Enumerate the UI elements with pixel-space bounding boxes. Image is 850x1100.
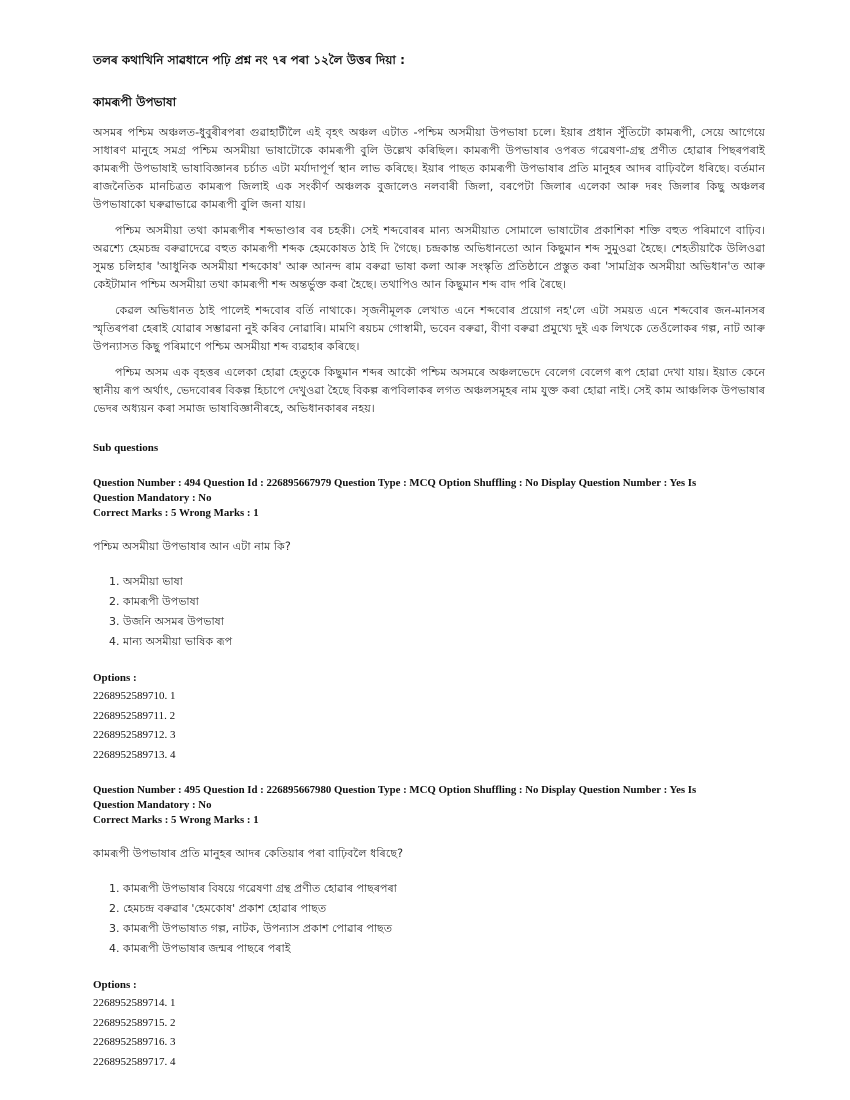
choice-text: উজনি অসমৰ উপভাষা — [123, 615, 224, 628]
passage-instruction: তলৰ কথাখিনি সাৱধানে পঢ়ি প্ৰশ্ন নং ৭ৰ পৰা ১২লৈ উত্তৰ দিয়া : — [93, 53, 405, 67]
passage-body — [93, 124, 765, 418]
option-id: 2268952589710. 1 — [93, 690, 176, 702]
choice-text: কামৰূপী উপভাষা — [123, 595, 199, 608]
answer-choice[interactable] — [109, 632, 765, 652]
answer-choice[interactable] — [109, 919, 765, 939]
choice-text: হেমচন্দ্ৰ বৰুৱাৰ 'হেমকোষ' প্ৰকাশ হোৱাৰ পাছত — [123, 902, 327, 915]
passage-paragraph: পশ্চিম অসম এক বৃহত্তৰ এলেকা হোৱা হেতুকে কিছুমান শব্দৰ আকৌ পশ্চিম অসমৰে অঞ্চলভেদে বেলেগ বেলেগ ৰূপ হোৱা দেখা যায়। ইয়াত কেনে স্থানীয় ৰূপ অৰ্থাৎ, ভেদবোৰৰ বিকল্প হিচাপে দেখুওৱা হৈছে বিকল্প ৰূপবিলাকৰ লগত অঞ্চলসমূহৰ নাম যুক্ত কৰা হোৱা নাই। সেই কাম আঞ্চলিক উপভাষাৰ ভেদৰ অধ্যয়ন কৰা সমাজ ভাষাবিজ্ঞানীৰহে, অভিধানকাৰৰ নহয়। — [93, 366, 765, 415]
option-id: 2268952589711. 2 — [93, 709, 176, 722]
option-id: 2268952589714. 1 — [93, 997, 176, 1009]
question-meta: Question Number : 495 Question Id : 226895667980 Question Type : MCQ Option Shuffling : No Display Question Number : Yes Is — [93, 784, 697, 796]
answer-choice[interactable] — [109, 572, 765, 592]
question-marks: Correct Marks : 5 Wrong Marks : 1 — [93, 814, 259, 826]
sub-questions-heading: Sub questions — [93, 442, 159, 454]
choice-text: কামৰূপী উপভাষাৰ জন্মৰ পাছৰে পৰাই — [123, 942, 291, 955]
choice-number: 2. — [109, 902, 120, 915]
choice-number: 4. — [109, 635, 120, 648]
choice-number: 2. — [109, 595, 120, 608]
option-id: 2268952589715. 2 — [93, 1016, 176, 1029]
answer-choices — [93, 572, 765, 652]
option-id-list — [93, 687, 765, 765]
answer-choice[interactable] — [109, 879, 765, 899]
option-id-list — [93, 994, 765, 1072]
answer-choice[interactable] — [109, 612, 765, 632]
answer-choices — [93, 879, 765, 959]
choice-text: কামৰূপী উপভাষাত গল্প, নাটক, উপন্যাস প্ৰকাশ পোৱাৰ পাছত — [123, 922, 392, 935]
choice-number: 1. — [109, 882, 120, 895]
exam-page — [93, 52, 765, 1090]
choice-number: 4. — [109, 942, 120, 955]
choice-text: কামৰূপী উপভাষাৰ বিষয়ে গৱেষণা গ্ৰন্থ প্ৰণীত হোৱাৰ পাছৰপৰা — [123, 882, 397, 895]
passage-title: কামৰূপী উপভাষা — [93, 95, 177, 109]
question-marks: Correct Marks : 5 Wrong Marks : 1 — [93, 507, 259, 519]
passage-paragraph: পশ্চিম অসমীয়া তথা কামৰূপীৰ শব্দভাণ্ডাৰ বৰ চহকী। সেই শব্দবোৰৰ মান্য অসমীয়াত সোমালে ভাষাটোৰ প্ৰকাশিকা শক্তি বহুত পৰিমাণে বাঢ়িব। অৱশ্যে হেমচন্দ্ৰ বৰুৱাদেৱে বহুত কামৰূপী শব্দক হেমকোষত ঠাই দি গৈছে। চন্দ্ৰকান্ত অভিধানতো আন কিছুমান শব্দ সুমুওৱা হৈছে। শেহতীয়াকৈ উলিওৱা সুমন্ত চলিহাৰ 'আধুনিক অসমীয়া শব্দকোষ' আৰু আনন্দ ৰাম বৰুৱা ভাষা কলা আৰু সংস্কৃতি প্ৰতিষ্ঠানে প্ৰস্তুত কৰা 'সামগ্ৰিক অসমীয়া অভিধান'ত আৰু কেইটামান পশ্চিম অসমীয়া তথা কামৰূপী শব্দ অন্তৰ্ভুক্ত কৰা হৈছে। তথাপিও আন কিছুমান শব্দ বাদ পৰি ৰৈছে। — [93, 224, 765, 291]
option-id: 2268952589716. 3 — [93, 1036, 176, 1048]
choice-number: 1. — [109, 575, 120, 588]
question-meta-mandatory: Question Mandatory : No — [93, 492, 212, 504]
choice-text: অসমীয়া ভাষা — [123, 575, 183, 588]
answer-choice[interactable] — [109, 592, 765, 612]
question-meta: Question Number : 494 Question Id : 226895667979 Question Type : MCQ Option Shuffling : No Display Question Number : Yes Is — [93, 477, 697, 489]
answer-choice[interactable] — [109, 899, 765, 919]
passage-paragraph: কেৱল অভিধানত ঠাই পালেই শব্দবোৰ বৰ্তি নাথাকে। সৃজনীমূলক লেখাত এনে শব্দবোৰ প্ৰয়োগ নহ'লে এটা সময়ত এনে শব্দবোৰ জন-মানসৰ স্মৃতিৰপৰা হেৰাই যোৱাৰ সম্ভাৱনা নুই কৰিব নোৱাৰি। মামণি ৰয়চম গোস্বামী, ভবেন বৰুৱা, বীণা বৰুৱা প্ৰমুখ্যে দুই এক লিখকে তেওঁলোকৰ গল্প, নাট আৰু উপন্যাসত কিছু পৰিমাণে পশ্চিম অসমীয়া শব্দ ব্যৱহাৰ কৰিছে। — [93, 304, 765, 353]
options-label: Options : — [93, 672, 137, 684]
question-block — [93, 783, 765, 1072]
answer-choice[interactable] — [109, 939, 765, 959]
question-meta-mandatory: Question Mandatory : No — [93, 799, 212, 811]
choice-number: 3. — [109, 615, 120, 628]
option-id: 2268952589713. 4 — [93, 748, 176, 761]
passage-paragraph: অসমৰ পশ্চিম অঞ্চলত-ধুবুৰীৰপৰা গুৱাহাটীলৈ এই বৃহৎ অঞ্চল এটাত -পশ্চিম অসমীয়া উপভাষা চলে। ইয়াৰ প্ৰধান সুঁতিটো কামৰূপী, সেয়ে আগেয়ে সাধাৰণ মানুহে সমগ্ৰ পশ্চিম অসমীয়া ভাষাটোকে কামৰূপী বুলি উল্লেখ কৰিছিল। কামৰূপী উপভাষাৰ ওপৰত গৱেষণা-গ্ৰন্থ প্ৰণীত হোৱাৰ পিছৰপৰাই কামৰূপী উপভাষাই ভাষাবিজ্ঞানৰ চৰ্চাত এটা মৰ্যাদাপূৰ্ণ স্থান লাভ কৰিছে। ইয়াৰ পাছত কামৰূপী উপভাষাৰ প্ৰতি মানুহৰ আদৰ বাঢ়িবলৈ ধৰিছে। বৰ্তমান ৰাজনৈতিক মানচিত্ৰত কামৰূপ জিলাই এক সংকীৰ্ণ অঞ্চলক বুজালেও নলবাৰী জিলা, বৰপেটা জিলাৰ এলেকা আৰু দৰং জিলাৰ কিছু অঞ্চলৰ উপভাষাকো ঘৰুৱাভাৱে কামৰূপী বুলি জনা যায়। — [93, 126, 765, 211]
option-id: 2268952589717. 4 — [93, 1055, 176, 1068]
question-text: কামৰূপী উপভাষাৰ প্ৰতি মানুহৰ আদৰ কেতিয়াৰ পৰা বাঢ়িবলৈ ধৰিছে? — [93, 847, 404, 860]
choice-number: 3. — [109, 922, 120, 935]
choice-text: মান্য অসমীয়া ভাষিক ৰূপ — [123, 635, 233, 648]
question-block — [93, 476, 765, 765]
option-id: 2268952589712. 3 — [93, 729, 176, 741]
options-label: Options : — [93, 979, 137, 991]
question-text: পশ্চিম অসমীয়া উপভাষাৰ আন এটা নাম কি? — [93, 540, 291, 553]
